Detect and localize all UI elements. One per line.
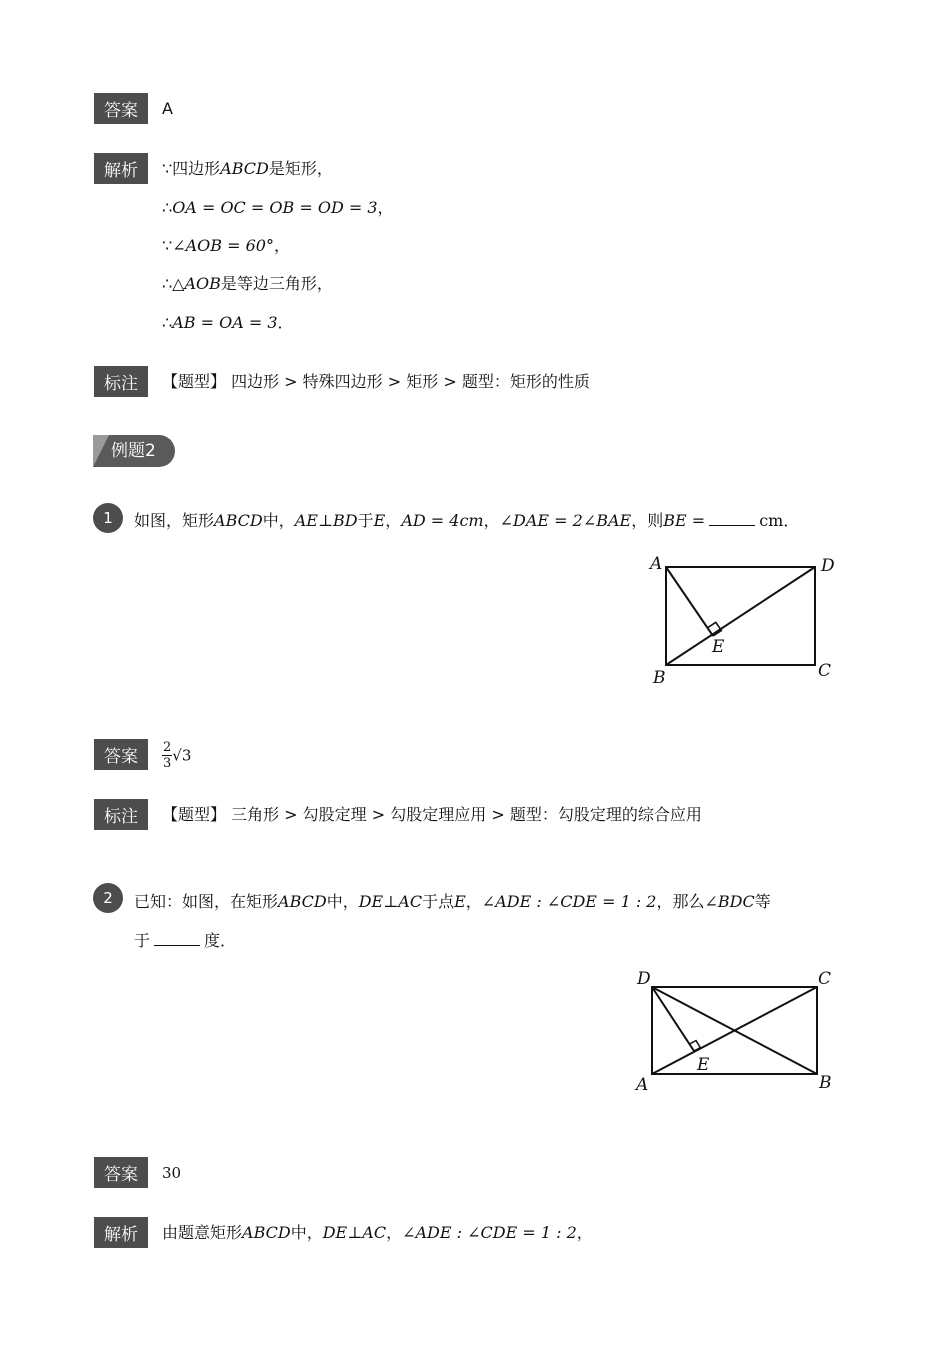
answer-value: A xyxy=(162,99,173,118)
label-a-2: A xyxy=(636,1075,649,1095)
label-e-2: E xyxy=(697,1055,710,1075)
segment-de xyxy=(652,987,694,1051)
label-b: B xyxy=(653,668,666,688)
question-2-text-line2: 于 度． xyxy=(134,931,237,950)
answer-value-q1: $\frac{2}{3}$ √3 xyxy=(163,740,192,771)
question-number-1: 1 xyxy=(93,503,123,533)
label-b-2: B xyxy=(819,1073,832,1093)
note-tag: 标注 xyxy=(94,366,148,397)
analysis-line-4: ∴△AOB是等边三角形， xyxy=(162,274,333,293)
question-number-2: 2 xyxy=(93,883,123,913)
label-a: A xyxy=(650,554,663,574)
note-text-q1: 【题型】 三角形 > 勾股定理 > 勾股定理应用 > 题型：勾股定理的综合应用 xyxy=(162,805,702,824)
label-c: C xyxy=(818,661,832,681)
analysis-tag: 解析 xyxy=(94,153,148,184)
analysis-line-5: ∴AB = OA = 3． xyxy=(162,313,294,332)
question-2-text: 已知：如图，在矩形ABCD中，DE⊥AC于点E，∠ADE : ∠CDE = 1 : 2，那么∠BDC等 xyxy=(134,892,771,911)
analysis-text-q2: 由题意矩形ABCD中，DE⊥AC，∠ADE : ∠CDE = 1 : 2， xyxy=(162,1223,593,1242)
label-c-2: C xyxy=(818,969,832,989)
analysis-line-3: ∵∠AOB = 60°， xyxy=(162,236,290,255)
answer-blank xyxy=(709,511,755,526)
figure-1 xyxy=(640,548,840,690)
fraction: $\frac{2}{3}$ xyxy=(163,740,172,771)
answer-tag-q2: 答案 xyxy=(94,1157,148,1188)
note-text: 【题型】 四边形 > 特殊四边形 > 矩形 > 题型：矩形的性质 xyxy=(162,372,590,391)
diagonal-bd xyxy=(666,567,815,665)
label-d-2: D xyxy=(637,969,651,989)
analysis-tag-q2: 解析 xyxy=(94,1217,148,1248)
segment-ae xyxy=(666,567,713,636)
analysis-line-2: ∴OA = OC = OB = OD = 3， xyxy=(162,198,394,217)
label-d: D xyxy=(821,556,835,576)
figure-2 xyxy=(626,962,841,1097)
answer-tag: 答案 xyxy=(94,93,148,124)
answer-blank-2 xyxy=(154,931,200,946)
answer-tag-q1: 答案 xyxy=(94,739,148,770)
answer-value-q2: 30 xyxy=(162,1164,182,1182)
example-badge xyxy=(93,435,175,467)
example-title: 例题2 xyxy=(111,441,156,461)
analysis-line-1: ∵四边形ABCD是矩形， xyxy=(162,159,333,178)
question-1-text: 如图，矩形ABCD中，AE⊥BD于E，AD = 4cm，∠DAE = 2∠BAE，则BE = cm． xyxy=(134,511,800,530)
label-e: E xyxy=(712,637,725,657)
note-tag-q1: 标注 xyxy=(94,799,148,830)
